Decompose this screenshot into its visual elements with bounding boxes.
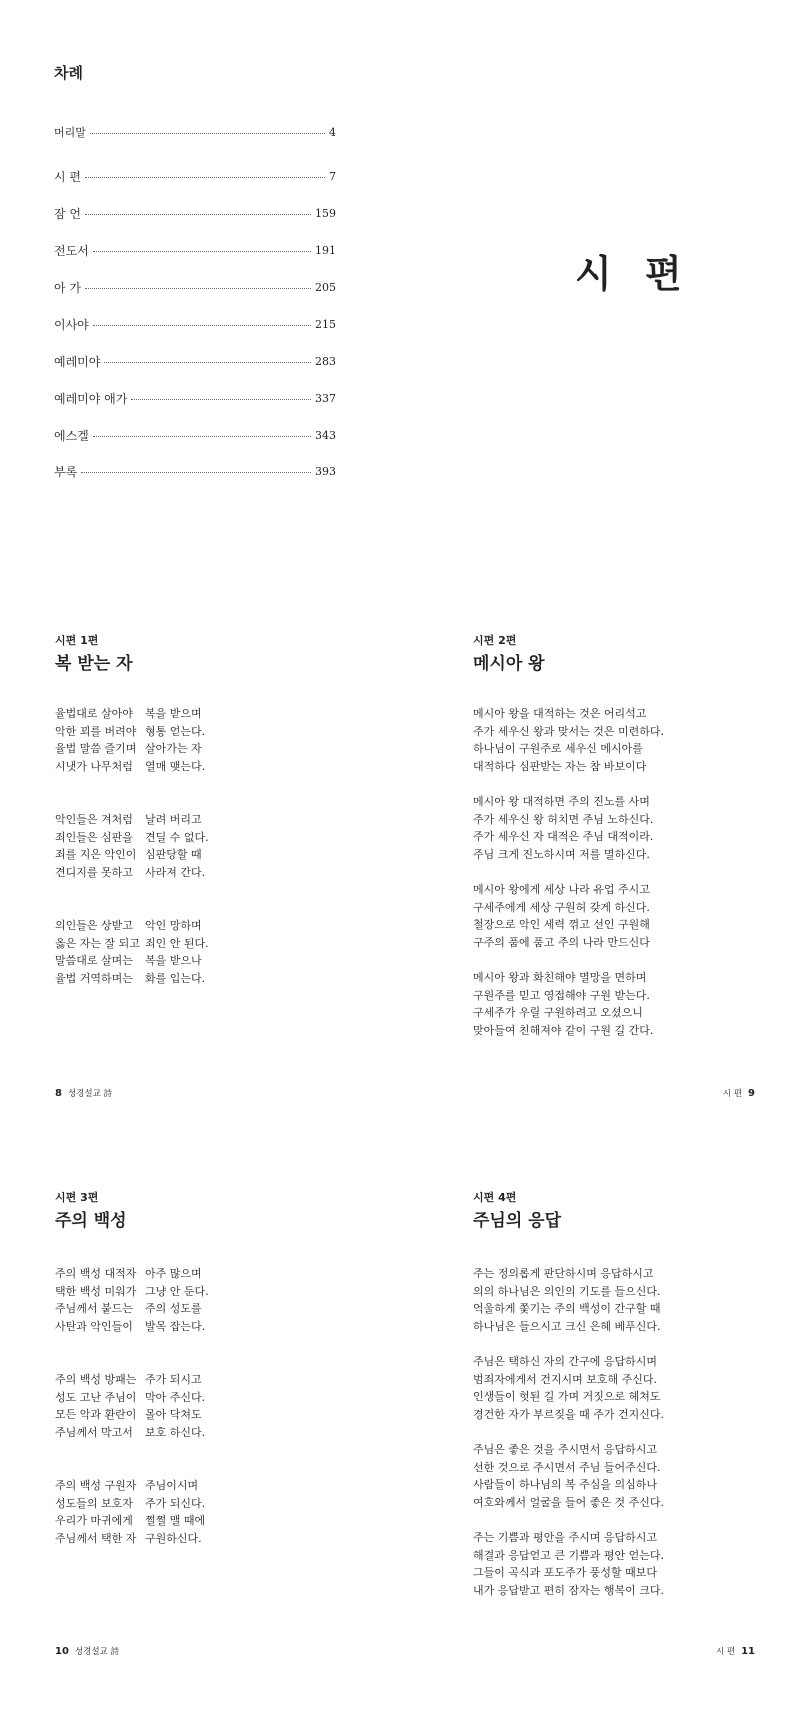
toc-entry[interactable] xyxy=(54,241,336,259)
book-title: 성경설교 詩 xyxy=(74,1647,119,1657)
verse-line: 형통 얻는다. xyxy=(145,724,206,738)
toc-entry-page: 215 xyxy=(315,317,336,331)
toc-leader xyxy=(93,325,311,326)
verse-line: 택한 백성 미워가 xyxy=(55,1284,137,1298)
verse-line: 주가 세우신 왕 허치면 주님 노하신다. xyxy=(473,812,654,826)
verse-line: 구세주가 우릴 구원하려고 오셨으니 xyxy=(473,1006,643,1020)
stanza xyxy=(55,917,209,987)
page-number: 10 xyxy=(55,1646,69,1657)
toc-entry-label: 예레미야 xyxy=(54,354,101,369)
psalm-number: 시편 2편 xyxy=(473,634,517,647)
verse-line: 우리가 마귀에게 xyxy=(55,1514,133,1528)
verse-line: 주의 백성 대적자 xyxy=(55,1267,137,1280)
toc-entry[interactable] xyxy=(54,352,336,370)
verse-line: 그들이 곡식과 포도주가 풍성할 때보다 xyxy=(473,1566,658,1580)
toc-leader xyxy=(90,133,325,134)
verse-line: 맞아들여 친해져야 같이 구원 길 간다. xyxy=(473,1023,654,1037)
stanza xyxy=(473,793,653,863)
stanza xyxy=(55,1265,209,1335)
psalm-number: 시편 4편 xyxy=(473,1191,517,1204)
verse-line: 구세주에게 세상 구원허 갖게 하신다. xyxy=(473,900,650,914)
toc-entry-page: 343 xyxy=(315,428,336,442)
verse-line: 철장으로 악인 세력 꺾고 선인 구원해 xyxy=(473,918,650,932)
verse-line: 심판당할 때 xyxy=(145,848,202,862)
toc-entry[interactable] xyxy=(54,315,336,333)
toc-entry-label: 잠 언 xyxy=(54,206,81,221)
toc-entry-page: 393 xyxy=(315,464,336,478)
toc-entry-label: 에스겔 xyxy=(54,428,89,443)
verse-line: 주의 백성 방패는 xyxy=(55,1373,137,1386)
verse-line: 율법 말씀 즐기며 xyxy=(55,742,137,756)
verse-line: 하나님이 구원주로 세우신 메시아를 xyxy=(473,742,643,756)
verse-line: 율법대로 살아야 xyxy=(55,707,133,720)
verse-line: 죄인 안 된다. xyxy=(145,936,209,950)
verse-line: 대적하다 심판받는 자는 참 바보이다 xyxy=(473,759,647,773)
verse-line: 주는 기쁨과 평안을 주시며 응답하시고 xyxy=(473,1531,658,1544)
verse-line: 그냥 안 둔다. xyxy=(145,1284,209,1298)
page-number: 9 xyxy=(748,1088,755,1099)
verse-line: 악인들은 겨처럼 xyxy=(55,813,133,826)
verse-line: 주님이시며 xyxy=(145,1479,199,1492)
toc-entry-label: 아 가 xyxy=(54,280,81,295)
stanza xyxy=(55,1477,205,1547)
verse-line: 하나님은 들으시고 크신 은혜 베푸신다. xyxy=(473,1319,661,1333)
verse-line: 메시아 왕과 화친해야 멸망을 면하며 xyxy=(473,971,647,984)
verse-line: 시냇가 나무처럼 xyxy=(55,759,133,773)
toc-leader xyxy=(131,399,311,400)
verse-line: 견디지를 못하고 xyxy=(55,865,133,879)
verse-line: 주님께서 택한 자 xyxy=(55,1531,137,1545)
verse-line: 의인들은 상받고 xyxy=(55,919,133,932)
toc-entry-page: 283 xyxy=(315,354,336,368)
verse-line: 성도들의 보호자 xyxy=(55,1496,133,1510)
verse-line: 죄인들은 심판을 xyxy=(55,830,133,844)
toc-leader xyxy=(85,214,311,215)
toc-entry-page: 191 xyxy=(315,243,336,257)
stanza xyxy=(473,969,653,1039)
psalm-number: 시편 1편 xyxy=(55,634,99,647)
toc-entry[interactable] xyxy=(54,426,336,444)
psalm-title: 주의 백성 xyxy=(55,1211,127,1231)
toc-entry-page: 7 xyxy=(329,169,336,183)
verse-line: 범죄자에게서 건지시며 보호해 주신다. xyxy=(473,1372,658,1386)
verse-line: 주님은 택하신 자의 간구에 응답하시며 xyxy=(473,1355,658,1368)
section-title: 시 편 xyxy=(575,252,692,296)
stanza xyxy=(473,1353,664,1423)
page-number: 11 xyxy=(741,1646,755,1657)
verse-line: 메시아 왕에게 세상 나라 유업 주시고 xyxy=(473,883,650,896)
verse-line: 성도 고난 주님이 xyxy=(55,1390,137,1404)
toc-entry[interactable] xyxy=(54,123,336,141)
psalm-number: 시편 3편 xyxy=(55,1191,99,1204)
verse-line: 해결과 응답얻고 큰 기쁨과 평안 얻는다. xyxy=(473,1548,664,1562)
toc-entry-label: 전도서 xyxy=(54,243,89,258)
psalm-title: 메시아 왕 xyxy=(473,654,545,674)
toc-entry-label: 예레미야 애가 xyxy=(54,391,128,406)
toc-title: 차례 xyxy=(54,64,83,82)
verse-line: 주가 세우신 자 대적은 주님 대적이라. xyxy=(473,830,654,844)
verse-line: 억울하게 쫓기는 주의 백성이 간구할 때 xyxy=(473,1302,661,1316)
verse-line: 메시아 왕 대적하면 주의 진노를 사며 xyxy=(473,795,650,808)
page-footer xyxy=(716,1645,755,1657)
toc-leader xyxy=(104,362,311,363)
toc-entry-label: 이사야 xyxy=(54,317,89,332)
page-footer xyxy=(723,1087,755,1099)
verse-line: 견딜 수 없다. xyxy=(145,830,209,844)
stanza xyxy=(473,881,650,951)
verse-line: 주는 정의롭게 판단하시며 응답하시고 xyxy=(473,1267,654,1280)
verse-line: 여호와께서 얼굴을 들어 좋은 것 주신다. xyxy=(473,1495,664,1509)
verse-line: 내가 응답받고 편히 잠자는 행복이 크다. xyxy=(473,1583,664,1597)
toc-entry-label: 부록 xyxy=(54,464,78,479)
verse-line: 선한 것으로 주시면서 주님 들어주신다. xyxy=(473,1460,661,1474)
toc-entry-page: 205 xyxy=(315,280,336,294)
verse-line: 막아 주신다. xyxy=(145,1390,206,1404)
toc-entry-page: 159 xyxy=(315,206,336,220)
verse-line: 인생들이 헛된 길 가며 거짓으로 헤쳐도 xyxy=(473,1390,661,1404)
verse-line: 살아가는 자 xyxy=(145,742,202,756)
verse-line: 주님 크게 진노하시며 저를 멸하신다. xyxy=(473,847,650,861)
verse-line: 모든 악과 환란이 xyxy=(55,1408,137,1422)
verse-line: 구주의 품에 품고 주의 나라 만드신다 xyxy=(473,935,650,949)
verse-line: 주가 세우신 왕과 맞서는 것은 미련하다. xyxy=(473,724,664,738)
verse-line: 쩔쩔 맬 때에 xyxy=(145,1514,206,1528)
verse-line: 복을 받으나 xyxy=(145,954,202,968)
book-title: 성경설교 詩 xyxy=(67,1089,113,1099)
verse-line: 복을 받으며 xyxy=(145,707,202,720)
verse-line: 옳은 자는 잘 되고 xyxy=(55,936,140,950)
toc-entry-label: 시 편 xyxy=(54,169,81,184)
verse-line: 발목 잡는다. xyxy=(145,1319,206,1333)
verse-line: 주님은 좋은 것을 주시면서 응답하시고 xyxy=(473,1443,658,1456)
stanza xyxy=(473,1441,664,1511)
stanza xyxy=(473,1529,664,1599)
toc-entry[interactable] xyxy=(54,389,336,407)
page-footer xyxy=(55,1087,112,1099)
page-footer xyxy=(55,1645,119,1657)
verse-line: 주님께서 붙드는 xyxy=(55,1302,133,1316)
verse-line: 율법 거역하며는 xyxy=(55,971,133,985)
verse-line: 악인 망하며 xyxy=(145,919,202,932)
toc-leader xyxy=(85,288,311,289)
verse-line: 몰아 닥쳐도 xyxy=(145,1408,202,1422)
verse-line: 주가 되시고 xyxy=(145,1373,202,1386)
verse-line: 보호 하신다. xyxy=(145,1425,206,1439)
verse-line: 구원주를 믿고 영접해야 구원 받는다. xyxy=(473,988,650,1002)
page-number: 8 xyxy=(55,1088,62,1099)
verse-line: 사탄과 악인들이 xyxy=(55,1319,133,1333)
verse-line: 주의 성도를 xyxy=(145,1302,202,1316)
toc-entry[interactable] xyxy=(54,462,336,480)
toc-leader xyxy=(85,177,325,178)
verse-line: 주의 백성 구원자 xyxy=(55,1479,137,1492)
toc-entry[interactable] xyxy=(54,167,336,185)
verse-line: 구원하신다. xyxy=(145,1531,202,1545)
verse-line: 죄를 지은 악인이 xyxy=(55,848,137,862)
verse-line: 주님께서 막고서 xyxy=(55,1425,133,1439)
stanza xyxy=(55,1371,205,1441)
verse-line: 메시아 왕을 대적하는 것은 어리석고 xyxy=(473,707,647,720)
stanza xyxy=(473,1265,661,1335)
verse-line: 날려 버리고 xyxy=(145,813,202,826)
toc-leader xyxy=(81,472,311,473)
psalm-title: 복 받는 자 xyxy=(55,654,133,674)
verse-line: 악한 꾀를 버려야 xyxy=(55,724,137,738)
psalm-title: 주님의 응답 xyxy=(473,1211,562,1231)
verse-line: 열매 맺는다. xyxy=(145,759,206,773)
verse-line: 경건한 자가 부르짖을 때 주가 건지신다. xyxy=(473,1407,664,1421)
toc-leader xyxy=(93,251,311,252)
verse-line: 아주 많으며 xyxy=(145,1267,202,1280)
verse-line: 사람들이 하나님의 복 주심을 의심하나 xyxy=(473,1478,658,1492)
toc-entry-label: 머리말 xyxy=(54,126,86,139)
toc-entry[interactable] xyxy=(54,278,336,296)
toc-entry[interactable] xyxy=(54,204,336,222)
verse-line: 사라져 간다. xyxy=(145,865,206,879)
book-title: 시 편 xyxy=(722,1089,743,1099)
toc-entry-page: 337 xyxy=(315,391,336,405)
stanza xyxy=(55,705,205,775)
verse-line: 주가 되신다. xyxy=(145,1496,206,1510)
stanza xyxy=(473,705,664,775)
book-title: 시 편 xyxy=(715,1647,736,1657)
toc-leader xyxy=(93,436,311,437)
toc-entry-page: 4 xyxy=(329,125,336,139)
stanza xyxy=(55,811,209,881)
verse-line: 의의 하나님은 의인의 기도를 들으신다. xyxy=(473,1284,661,1298)
verse-line: 화를 입는다. xyxy=(145,971,206,985)
verse-line: 말씀대로 살며는 xyxy=(55,954,133,968)
